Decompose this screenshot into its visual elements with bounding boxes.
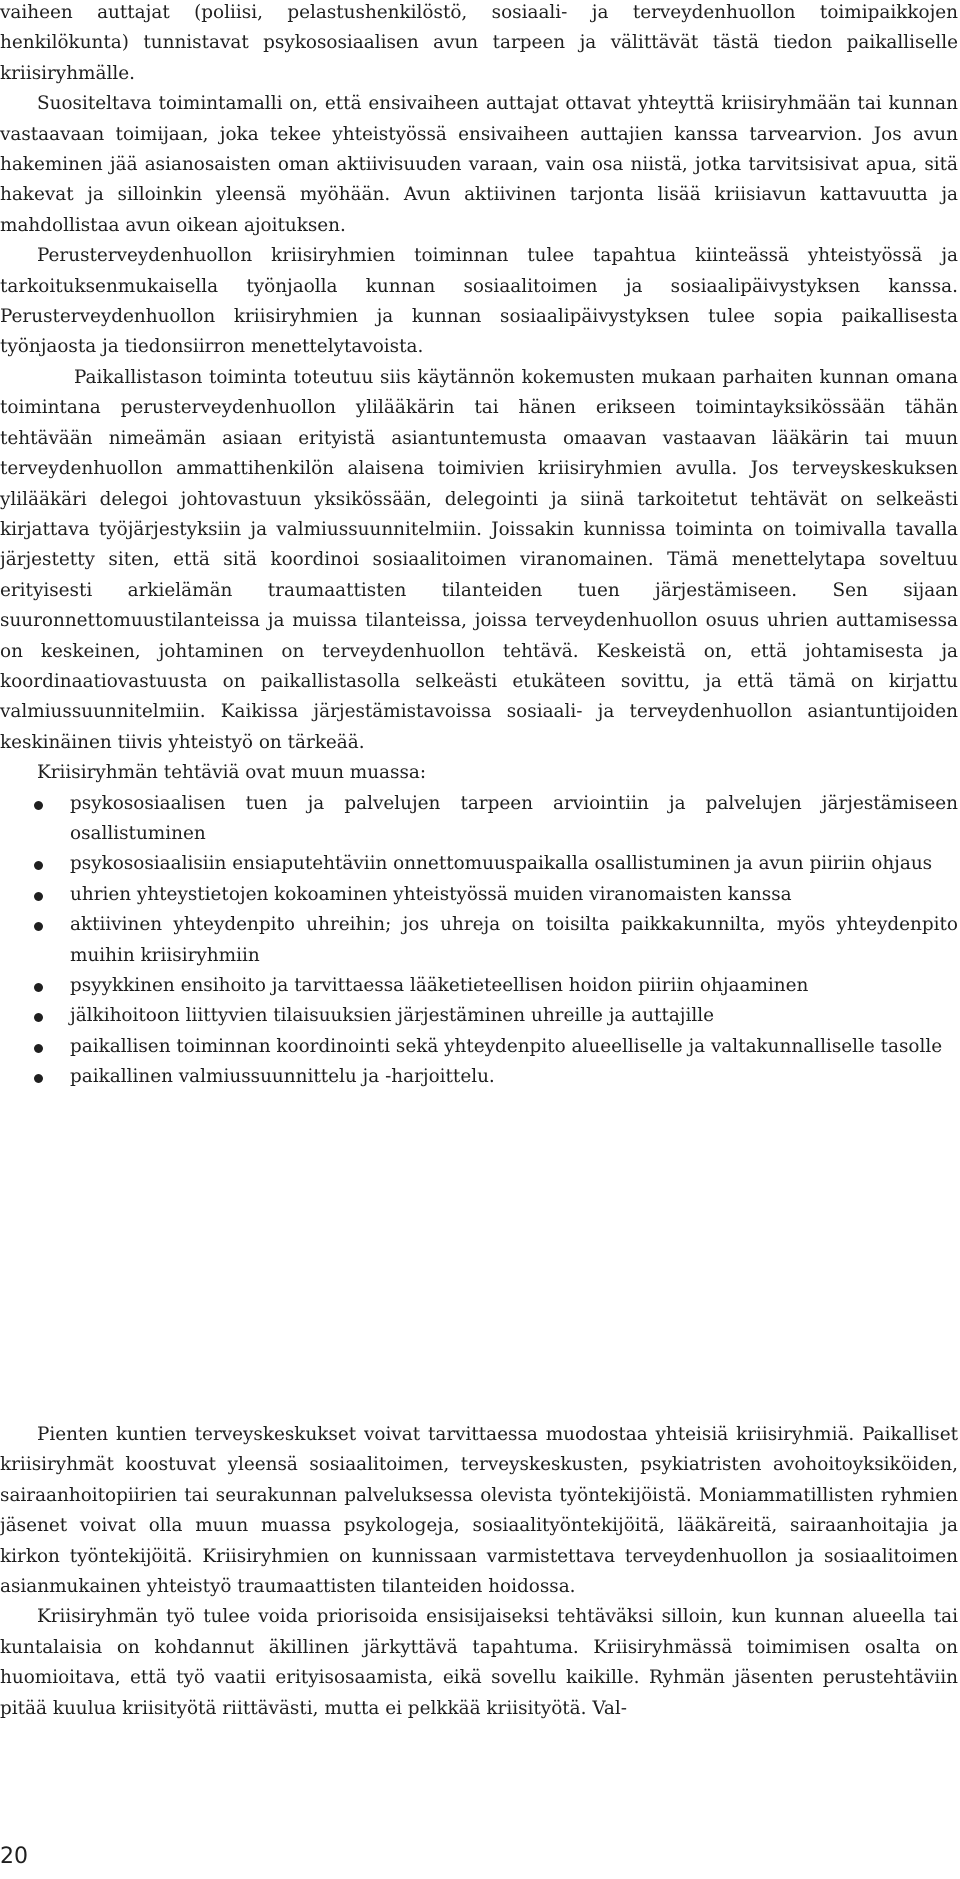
list-intro: Kriisiryhmän tehtäviä ovat muun muassa: <box>37 762 427 784</box>
bullet-icon <box>34 892 43 901</box>
list-item: aktiivinen yhteydenpito uhreihin; jos uhreja on toisilta paikkakunnilta, myös yhteydenpito muihin kriisiryhmiin <box>0 910 958 971</box>
paragraph: Pienten kuntien terveyskeskukset voivat tarvittaessa muodostaa yhteisiä kriisiryhmiä. Paikalliset kriisiryhmät koostuvat yleensä sosiaalitoimen, terveyskeskusten, psykiatristen avohoitoyksiköiden, sairaanhoitopiirien tai seurakunnan palveluksessa olevista työntekijöistä. Moniammatillisten ryhmien jäsenet voivat olla muun muassa psykologeja, sosiaalityöntekijöitä, lääkäreitä, sairaanhoitajia ja kirkon työntekijöitä. Kriisiryhmien on kunnissaan varmistettava terveydenhuollon ja sosiaalitoimen asianmukainen yhteistyö traumaattisten tilanteiden hoidossa. <box>0 1424 958 1598</box>
paragraph: vaiheen auttajat (poliisi, pelastushenkilöstö, sosiaali- ja terveydenhuollon toimipaikkojen henkilökunta) tunnistavat psykososiaalisen avun tarpeen ja välittävät tästä tiedon paikalliselle kriisiryhmälle. <box>0 2 958 84</box>
list-item: jälkihoitoon liittyvien tilaisuuksien järjestäminen uhreille ja auttajille <box>0 1001 958 1031</box>
bullet-icon <box>34 1074 43 1083</box>
list-item: paikallisen toiminnan koordinointi sekä yhteydenpito alueelliselle ja valtakunnalliselle tasolle <box>0 1032 958 1062</box>
bullet-icon <box>34 1013 43 1022</box>
paragraph: Kriisiryhmän työ tulee voida priorisoida ensisijaiseksi tehtäväksi silloin, kun kunnan alueella tai kuntalaisia on kohdannut äkillinen järkyttävä tapahtuma. Kriisiryhmässä toimimisen osalta on huomioitava, että työ vaatii erityisosaamista, eikä sovellu kaikille. Ryhmän jäsenten perustehtäviin pitää kuulua kriisityötä riittävästi, mutta ei pelkkää kriisityötä. Val- <box>0 1606 958 1719</box>
list-item: psykososiaalisiin ensiaputehtäviin onnettomuuspaikalla osallistuminen ja avun piiriin ohjaus <box>0 849 958 879</box>
bullet-icon <box>34 922 43 931</box>
paragraph: Paikallistason toiminta toteutuu siis käytännön kokemusten mukaan parhaiten kunnan omana toimintana perusterveydenhuollon ylilääkärin tai hänen erikseen toimintayksikössään tähän tehtävään nimeämän asiaan erityistä asiantuntemusta omaavan vastaavan lääkärin tai muun terveydenhuollon ammattihenkilön alaisena toimivien kriisiryhmien avulla. Jos terveyskeskuksen ylilääkäri delegoi johtovastuun yksikössään, delegointi ja siinä tarkoitetut tehtävät on selkeästi kirjattava työjärjestyksiin ja valmiussuunnitelmiin. Joissakin kunnissa toiminta on toimivalla tavalla järjestetty siten, että sitä koordinoi sosiaalitoimen viranomainen. Tämä menettelytapa soveltuu erityisesti arkielämän traumaattisten tilanteiden tuen järjestämiseen. Sen sijaan suuronnettomuustilanteissa ja muissa tilanteissa, joissa terveydenhuollon osuus uhrien auttamisessa on keskeinen, johtaminen on terveydenhuollon tehtävä. Keskeistä on, että johtamisesta ja koordinaatiovastuusta on paikallistasolla selkeästi etukäteen sovittu, ja että tämä on kirjattu valmiussuunnitelmiin. Kaikissa järjestämistavoissa sosiaali- ja terveydenhuollon asiantuntijoiden keskinäinen tiivis yhteistyö on tärkeää. <box>0 366 958 753</box>
list-item: psykososiaalisen tuen ja palvelujen tarpeen arviointiin ja palvelujen järjestämiseen osallistuminen <box>0 789 958 850</box>
bullet-icon <box>34 861 43 870</box>
page-number: 20 <box>0 1844 28 1869</box>
task-list <box>0 789 958 1093</box>
bullet-icon <box>34 983 43 992</box>
list-item: psyykkinen ensihoito ja tarvittaessa lääketieteellisen hoidon piiriin ohjaaminen <box>0 971 958 1001</box>
list-item: uhrien yhteystietojen kokoaminen yhteistyössä muiden viranomaisten kanssa <box>0 880 958 910</box>
bullet-icon <box>34 801 43 810</box>
list-item: paikallinen valmiussuunnittelu ja -harjoittelu. <box>0 1062 958 1092</box>
bottom-text-block <box>0 1420 958 1724</box>
paragraph: Perusterveydenhuollon kriisiryhmien toiminnan tulee tapahtua kiinteässä yhteistyössä ja tarkoituksenmukaisella työnjaolla kunnan sosiaalitoimen ja sosiaalipäivystyksen kanssa. Perusterveydenhuollon kriisiryhmien ja kunnan sosiaalipäivystyksen tulee sopia paikallisesta työnjaosta ja tiedonsiirron menettelytavoista. <box>0 245 958 358</box>
paragraph: Suositeltava toimintamalli on, että ensivaiheen auttajat ottavat yhteyttä kriisiryhmään tai kunnan vastaavaan toimijaan, joka tekee yhteistyössä ensivaiheen auttajien kanssa tarvearvion. Jos avun hakeminen jää asianosaisten oman aktiivisuuden varaan, vain osa niistä, jotka tarvitsisivat apua, sitä hakevat ja silloinkin yleensä myöhään. Avun aktiivinen tarjonta lisää kriisiavun kattavuutta ja mahdollistaa avun oikean ajoituksen. <box>0 93 958 236</box>
bullet-icon <box>34 1044 43 1053</box>
